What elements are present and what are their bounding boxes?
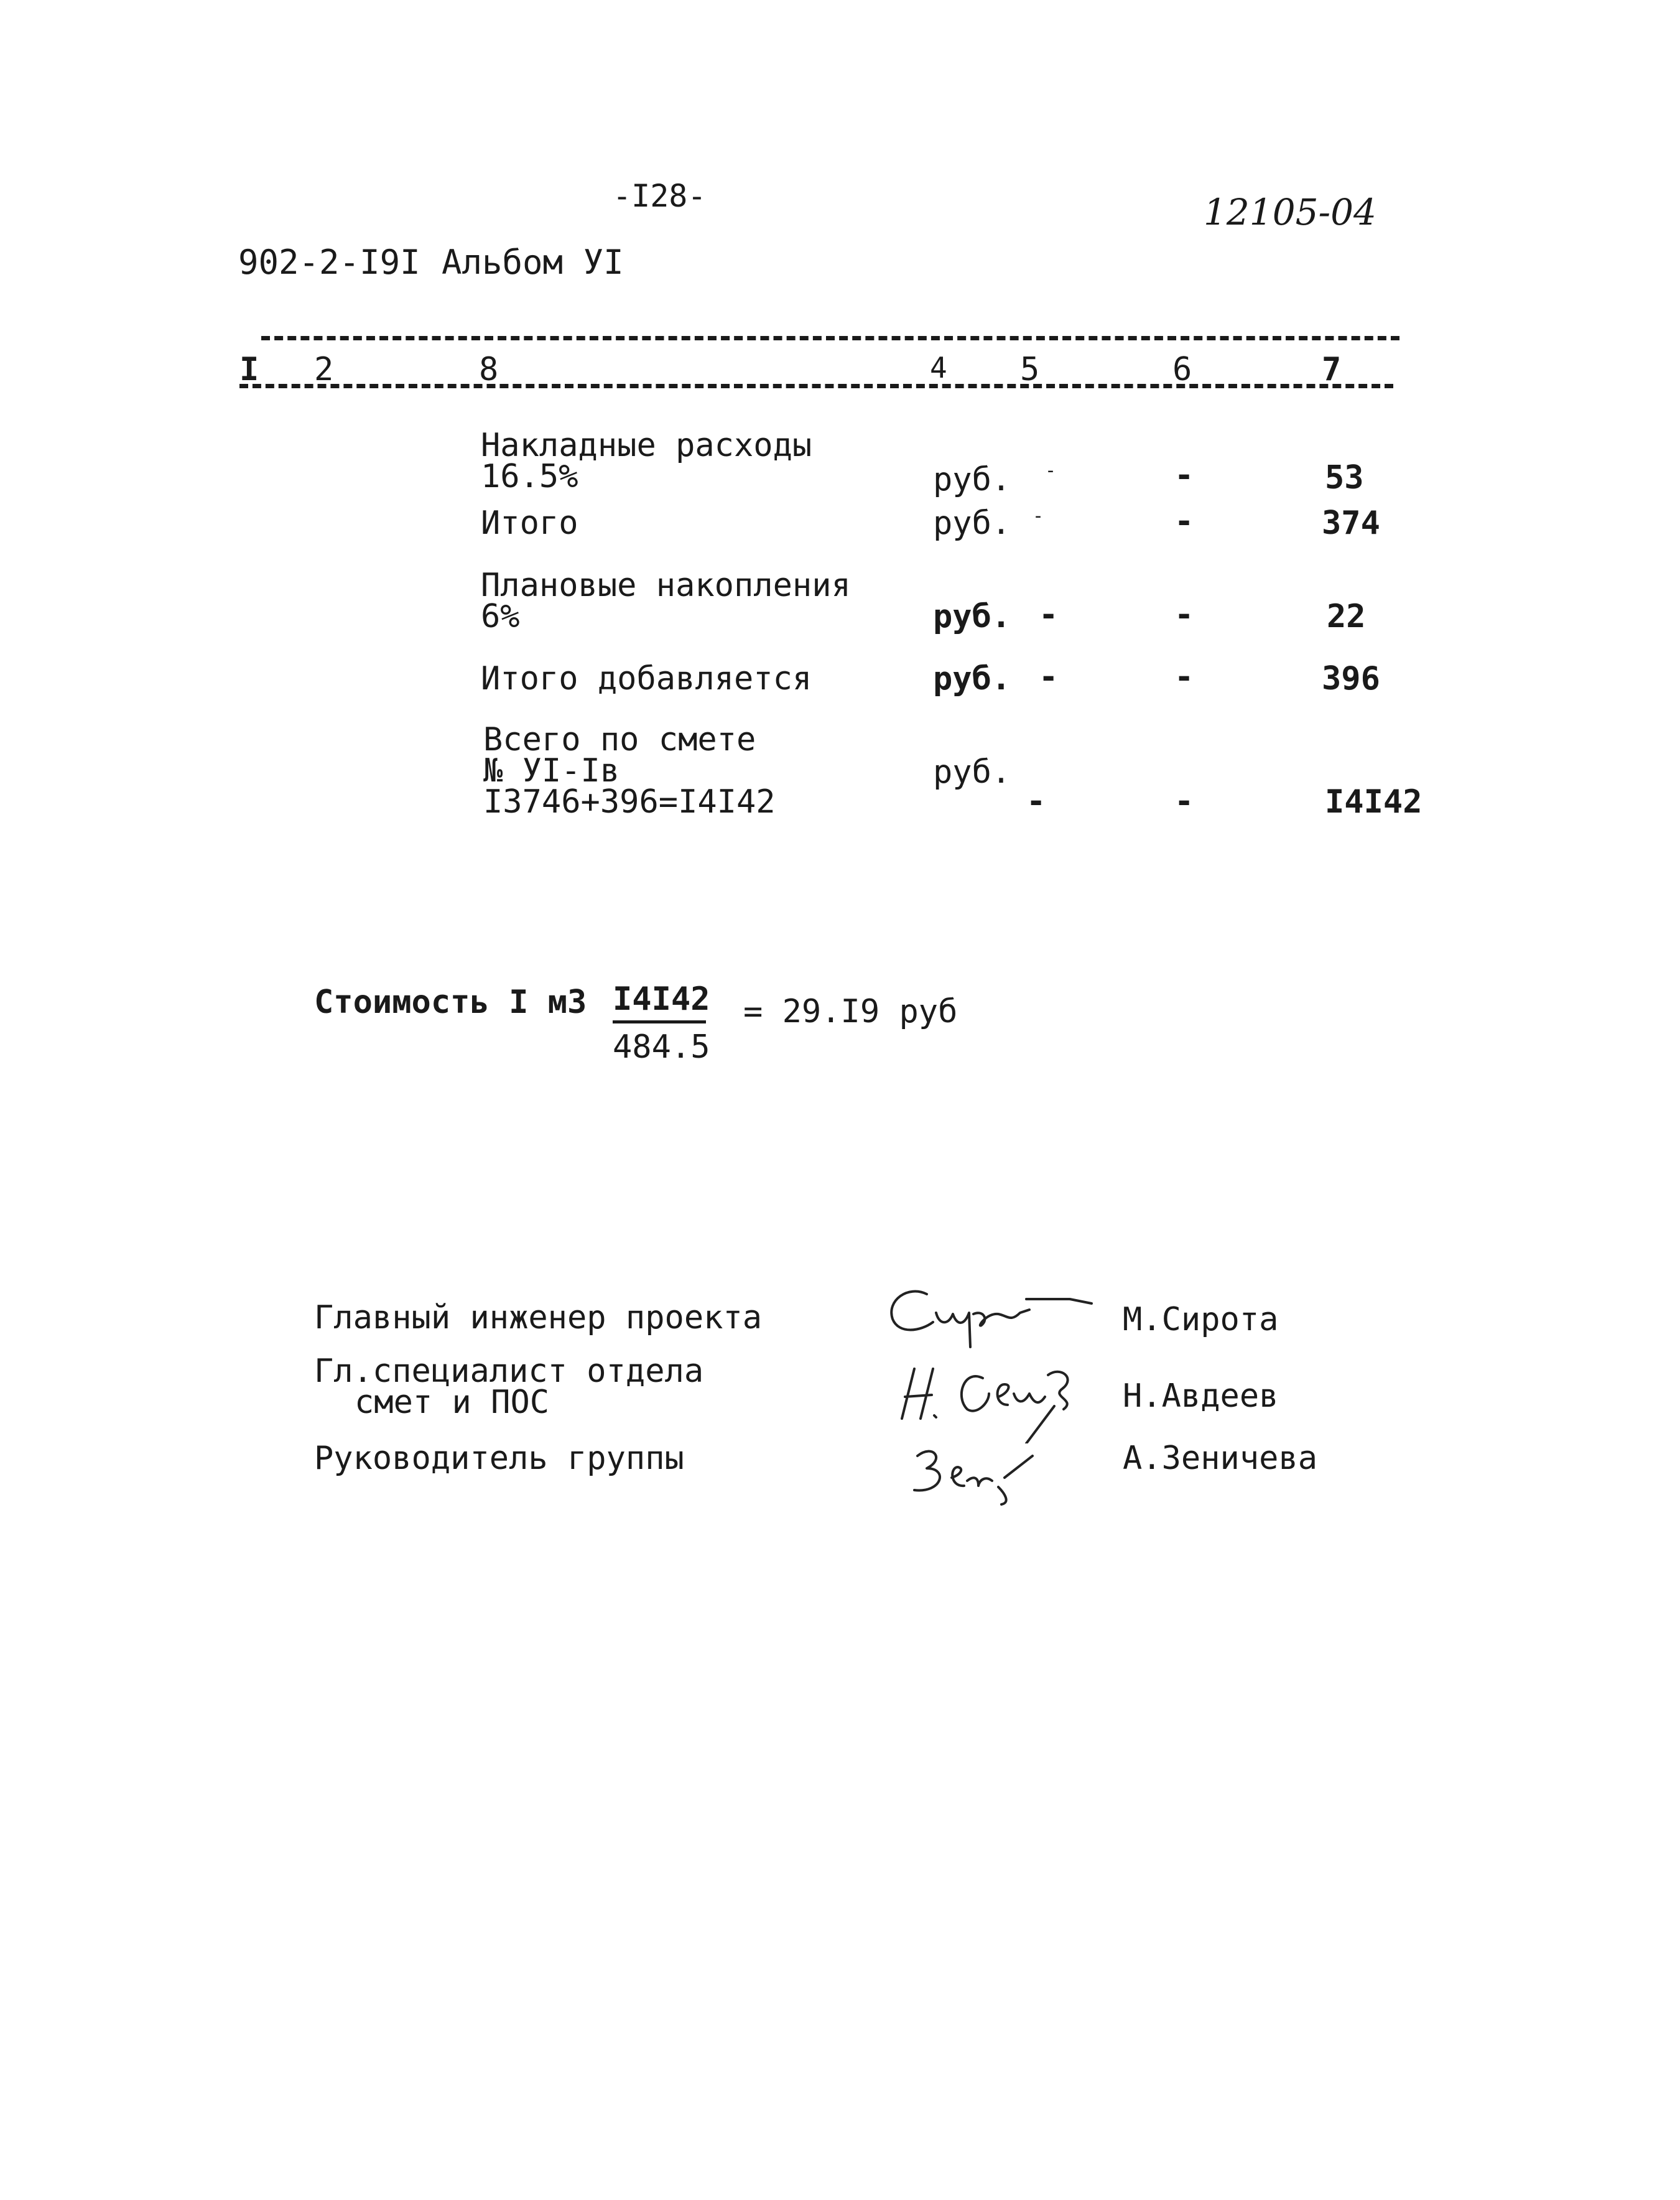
row-4-name: Итого добавляется bbox=[481, 660, 812, 697]
row-1-rate: 16.5% bbox=[481, 458, 578, 495]
signatory-1-name: М.Сирота bbox=[1123, 1301, 1279, 1338]
row-5-ref: № УI-Iв bbox=[483, 752, 620, 790]
row-1-col5: - bbox=[1045, 460, 1057, 482]
row-4-col6: - bbox=[1174, 658, 1194, 696]
col-3-header: 8 bbox=[479, 351, 499, 388]
row-3-col6: - bbox=[1174, 596, 1194, 633]
signature-3-icon bbox=[905, 1431, 1054, 1506]
row-4-unit: руб. bbox=[933, 660, 1011, 697]
row-5-name: Всего по смете bbox=[483, 721, 756, 758]
col-2-header: 2 bbox=[314, 351, 334, 388]
row-1-unit: руб. bbox=[933, 461, 1011, 498]
row-4-value: 396 bbox=[1322, 660, 1380, 697]
row-1-col6: - bbox=[1174, 457, 1194, 494]
row-2-name: Итого bbox=[481, 505, 578, 542]
cost-denominator: 484.5 bbox=[613, 1028, 710, 1066]
doc-code: 902-2-I9I bbox=[238, 243, 420, 282]
fraction-bar bbox=[613, 1020, 706, 1023]
table-header-rule bbox=[239, 384, 1393, 388]
row-2-col5: - bbox=[1033, 505, 1044, 527]
row-5-formula: I3746+396=I4I42 bbox=[483, 783, 776, 821]
cost-result: = 29.I9 руб bbox=[743, 993, 958, 1030]
row-5-unit: руб. bbox=[933, 753, 1011, 791]
signatory-3-name: А.Зеничева bbox=[1123, 1440, 1318, 1477]
row-5-value: I4I42 bbox=[1325, 783, 1422, 821]
col-7-header: 7 bbox=[1322, 351, 1342, 388]
row-3-rate: 6% bbox=[481, 598, 520, 635]
row-3-value: 22 bbox=[1327, 598, 1366, 635]
signatory-3-role: Руководитель группы bbox=[314, 1440, 684, 1477]
album-label: Альбом УI bbox=[442, 243, 624, 282]
row-1-value: 53 bbox=[1325, 459, 1364, 496]
row-2-col6: - bbox=[1174, 503, 1194, 540]
row-5-col6: - bbox=[1174, 783, 1194, 820]
cost-numerator: I4I42 bbox=[613, 981, 710, 1018]
col-6-header: 6 bbox=[1172, 351, 1192, 388]
col-5-header: 5 bbox=[1020, 351, 1040, 388]
signature-1-icon bbox=[883, 1275, 1095, 1356]
row-2-value: 374 bbox=[1322, 505, 1380, 542]
signatory-2-role-line1: Гл.специалист отдела bbox=[314, 1353, 704, 1390]
table-top-rule bbox=[261, 336, 1399, 340]
signatory-1-role: Главный инженер проекта bbox=[314, 1299, 763, 1336]
col-1-header: I bbox=[239, 351, 259, 388]
signature-2-icon bbox=[896, 1350, 1107, 1443]
row-2-unit: руб. bbox=[933, 505, 1011, 542]
row-3-col5: - bbox=[1039, 596, 1059, 633]
cost-label: Стоимость I м3 bbox=[314, 984, 587, 1021]
row-1-name: Накладные расходы bbox=[481, 427, 812, 464]
signatory-2-name: Н.Авдеев bbox=[1123, 1377, 1279, 1415]
row-3-name: Плановые накопления bbox=[481, 567, 851, 604]
signatory-2-role-line2: смет и ПОС bbox=[355, 1384, 550, 1421]
col-4-header: 4 bbox=[930, 351, 947, 385]
row-5-col5: - bbox=[1026, 783, 1046, 820]
row-3-unit: руб. bbox=[933, 598, 1011, 635]
page-number: -I28- bbox=[613, 178, 707, 214]
row-4-col5: - bbox=[1039, 658, 1059, 696]
handwritten-number: 12105-04 bbox=[1204, 191, 1376, 233]
